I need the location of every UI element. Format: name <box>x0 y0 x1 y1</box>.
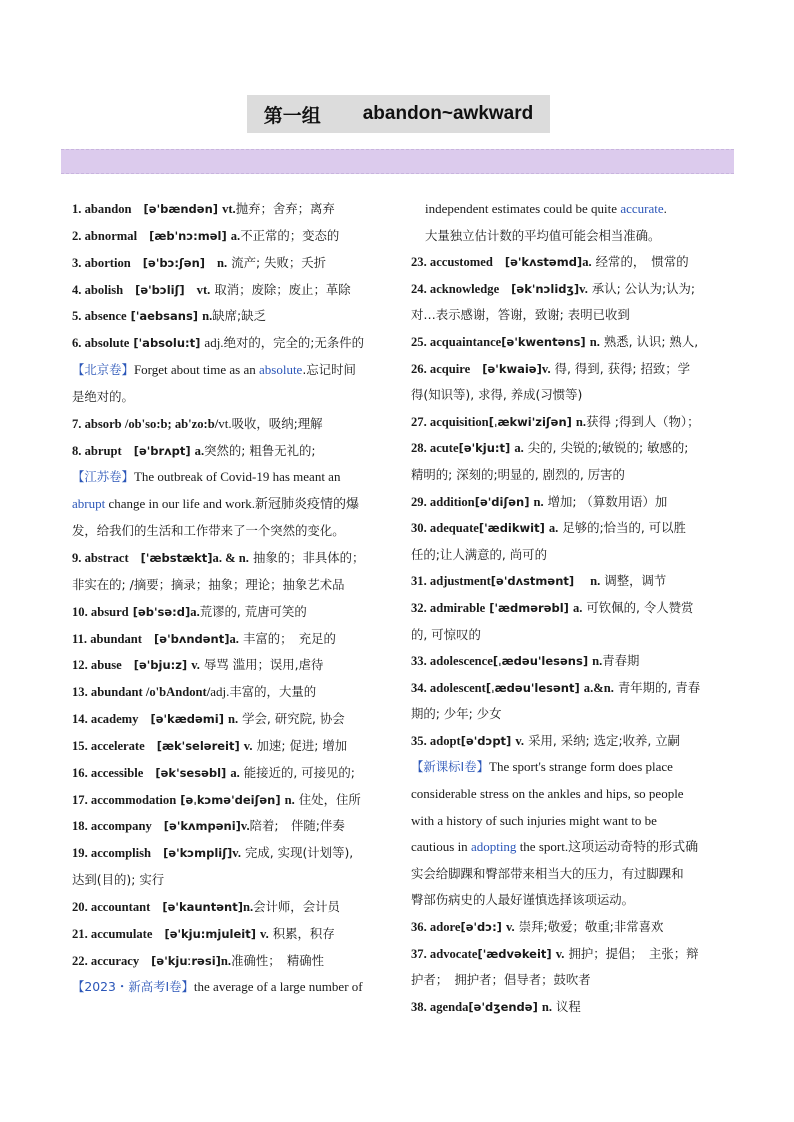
vocab-entry: 31. adjustment[ə'dʌstmənt] n. 调整，调节 <box>411 573 667 589</box>
vocab-entry: 13. abundant /o'bAndont/adj.丰富的，大量的 <box>72 684 317 700</box>
vocab-entry: 26. acquire [ə'kwaiə]v. 得, 得到, 获得; 招致；学 <box>411 360 691 376</box>
example-sentence: 【新课标Ⅰ卷】The sport's strange form does place <box>411 759 673 775</box>
example-sentence: considerable stress on the ankles and hips, so people <box>411 786 684 802</box>
vocab-entry: 28. acute[ə'kju:t] a. 尖的, 尖锐的;敏锐的; 敏感的; <box>411 440 689 456</box>
vocab-entry: 21. accumulate [ə'kju:mjuleit] v. 积累，积存 <box>72 925 335 941</box>
example-translation: 实会给脚踝和臀部带来相当大的压力，有过脚踝和 <box>411 865 684 881</box>
exam-source-tag: 【江苏卷】 <box>72 469 134 485</box>
vocab-entry: 22. accuracy [ə'kjuːrəsi]n.准确性； 精确性 <box>72 952 324 968</box>
vocab-entry: 15. accelerate [æk'seləreit] v. 加速; 促进; 增加 <box>72 737 348 753</box>
highlighted-word: accurate <box>620 201 664 216</box>
vocab-entry: 17. accommodation [əˌkɔmə'deiʃən] n. 住处，住所 <box>72 791 361 807</box>
vocab-entry-cont: 护者； 拥护者；倡导者；鼓吹者 <box>411 972 591 988</box>
vocab-entry-cont: 任的;让人满意的, 尚可的 <box>411 546 547 562</box>
vocab-entry: 14. academy [ə'kædəmi] n. 学会, 研究院, 协会 <box>72 711 345 727</box>
example-translation: 臀部伤病史的人最好谨慎选择该项运动。 <box>411 892 635 908</box>
vocab-entry: 9. abstract ['æbstækt]a. & n. 抽象的；非具体的； <box>72 549 365 565</box>
vocab-entry: 16. accessible [ək'sesəbl] a. 能接近的, 可接见的; <box>72 764 355 780</box>
vocab-entry-cont: 精明的; 深刻的;明显的, 剧烈的, 厉害的 <box>411 466 625 482</box>
vocab-entry: 29. addition[ə'diʃən] n. 增加; （算数用语）加 <box>411 493 668 509</box>
vocab-entry: 3. abortion [ə'bɔ:ʃən] n. 流产; 失败；夭折 <box>72 254 327 270</box>
vocab-entry: 30. adequate['ædikwit] a. 足够的;恰当的, 可以胜 <box>411 520 686 536</box>
vocab-entry: 18. accompany [ə'kʌmpəni]v.陪着; 伴随;伴奏 <box>72 818 345 834</box>
vocab-entry: 23. accustomed [ə'kʌstəmd]a. 经常的， 惯常的 <box>411 254 689 270</box>
vocab-entry: 5. absence ['aebsans] n.缺席;缺乏 <box>72 308 266 324</box>
vocab-entry-cont: 对…表示感谢，答谢，致谢; 表明已收到 <box>411 307 630 323</box>
vocab-entry: 12. abuse [ə'bju:z] v. 辱骂 滥用；误用,虐待 <box>72 657 324 673</box>
vocab-entry-cont: 期的; 少年; 少女 <box>411 706 502 722</box>
exam-source-tag: 【北京卷】 <box>72 362 134 378</box>
highlighted-word: absolute <box>259 362 303 378</box>
vocab-entry: 38. agenda[ə'dʒendə] n. 议程 <box>411 998 581 1014</box>
vocab-entry-cont: 得(知识等), 求得, 养成(习惯等) <box>411 387 583 403</box>
right-column <box>411 196 723 1020</box>
vocab-entry: 35. adopt[ə'dɔpt] v. 采用, 采纳; 选定;收养, 立嗣 <box>411 732 681 748</box>
vocab-entry: 25. acquaintance[ə'kwentəns] n. 熟悉, 认识; 熟人, <box>411 333 699 349</box>
section-title-cn: 第一组 <box>263 104 321 127</box>
vocab-entry: 32. admirable ['ædmərəbl] a. 可钦佩的, 令人赞赏 <box>411 599 694 615</box>
vocab-entry: 1. abandon [ə'bændən] vt.抛弃；舍弃；离弃 <box>72 201 335 216</box>
vocab-entry: 27. acquisition[ˌækwi'ziʃən] n.获得 ;得到人（物）； <box>411 413 700 429</box>
exam-source-tag: 【2023・新高考Ⅰ卷】 <box>72 979 194 995</box>
vocab-entry: 37. advocate['ædvəkeit] v. 拥护；提倡； 主张；辩 <box>411 945 699 961</box>
vocab-entry: 11. abundant [ə'bʌndənt]a. 丰富的； 充足的 <box>72 630 336 646</box>
example-sentence: abrupt change in our life and work.新冠肺炎疫情的爆 <box>72 496 360 512</box>
vocab-entry: 36. adore[ə'dɔ:] v. 崇拜;敬爱；敬重;非常喜欢 <box>411 919 664 935</box>
decorative-band <box>61 149 734 174</box>
vocab-entry-cont: 非实在的; /摘要；摘录；抽象；理论；抽象艺术品 <box>72 576 345 592</box>
exam-source-tag: 【新课标Ⅰ卷】 <box>411 759 489 775</box>
vocab-entry: 10. absurd [əb'sə:d]a.荒谬的, 荒唐可笑的 <box>72 603 307 619</box>
section-title-en: abandon~awkward <box>362 103 534 124</box>
vocab-entry: 8. abrupt [ə'brʌpt] a.突然的; 粗鲁无礼的; <box>72 442 316 458</box>
vocab-entry-cont: 的, 可惊叹的 <box>411 626 481 642</box>
highlighted-word: abrupt <box>72 496 106 512</box>
left-column <box>72 196 384 1001</box>
vocab-entry: 24. acknowledge [ək'nɔlidʒ]v. 承认; 公认为;认为; <box>411 280 696 296</box>
example-sentence: cautious in adopting the sport.这项运动奇特的形式确 <box>411 839 699 855</box>
example-sentence: 【2023・新高考Ⅰ卷】the average of a large number of <box>72 979 363 995</box>
vocab-entry: 19. accomplish [ə'kɔmpliʃ]v. 完成, 实现(计划等), <box>72 845 354 861</box>
example-translation: 大量独立估计数的平均值可能会相当准确。 <box>425 227 661 243</box>
vocab-entry: 4. abolish [ə'bɔliʃ] vt. 取消；废除；废止；革除 <box>72 281 351 297</box>
example-sentence: with a history of such injuries might want to be <box>411 812 657 828</box>
highlighted-word: adopting <box>470 839 517 855</box>
example-sentence: 【江苏卷】The outbreak of Covid-19 has meant an <box>72 469 341 485</box>
section-title-box <box>247 95 550 133</box>
example-translation: 发，给我们的生活和工作带来了一个突然的变化。 <box>72 523 345 539</box>
vocab-entry: 34. adolescent[ˌædəu'lesənt] a.&n. 青年期的, 青春 <box>411 679 701 695</box>
vocab-entry: 20. accountant [ə'kauntənt]n.会计师，会计员 <box>72 898 340 914</box>
vocab-entry: 33. adolescence[ˌædəu'lesəns] n.青春期 <box>411 653 640 669</box>
example-sentence: 【北京卷】Forget about time as an absolute.忘记时间 <box>72 362 356 378</box>
vocab-entry: 6. absolute ['absolu:t] adj.绝对的，完全的;无条件的 <box>72 335 365 351</box>
example-translation: 是绝对的。 <box>72 388 134 404</box>
vocab-entry: 2. abnormal [æb'nɔ:məl] a.不正常的；变态的 <box>72 227 340 243</box>
vocab-entry: 7. absorb /ob'so:b; ab'zo:b/vt.吸收，吸纳;理解 <box>72 415 323 431</box>
example-sentence: independent estimates could be quite accurate. <box>425 201 667 216</box>
vocab-entry-cont: 达到(目的); 实行 <box>72 872 165 888</box>
